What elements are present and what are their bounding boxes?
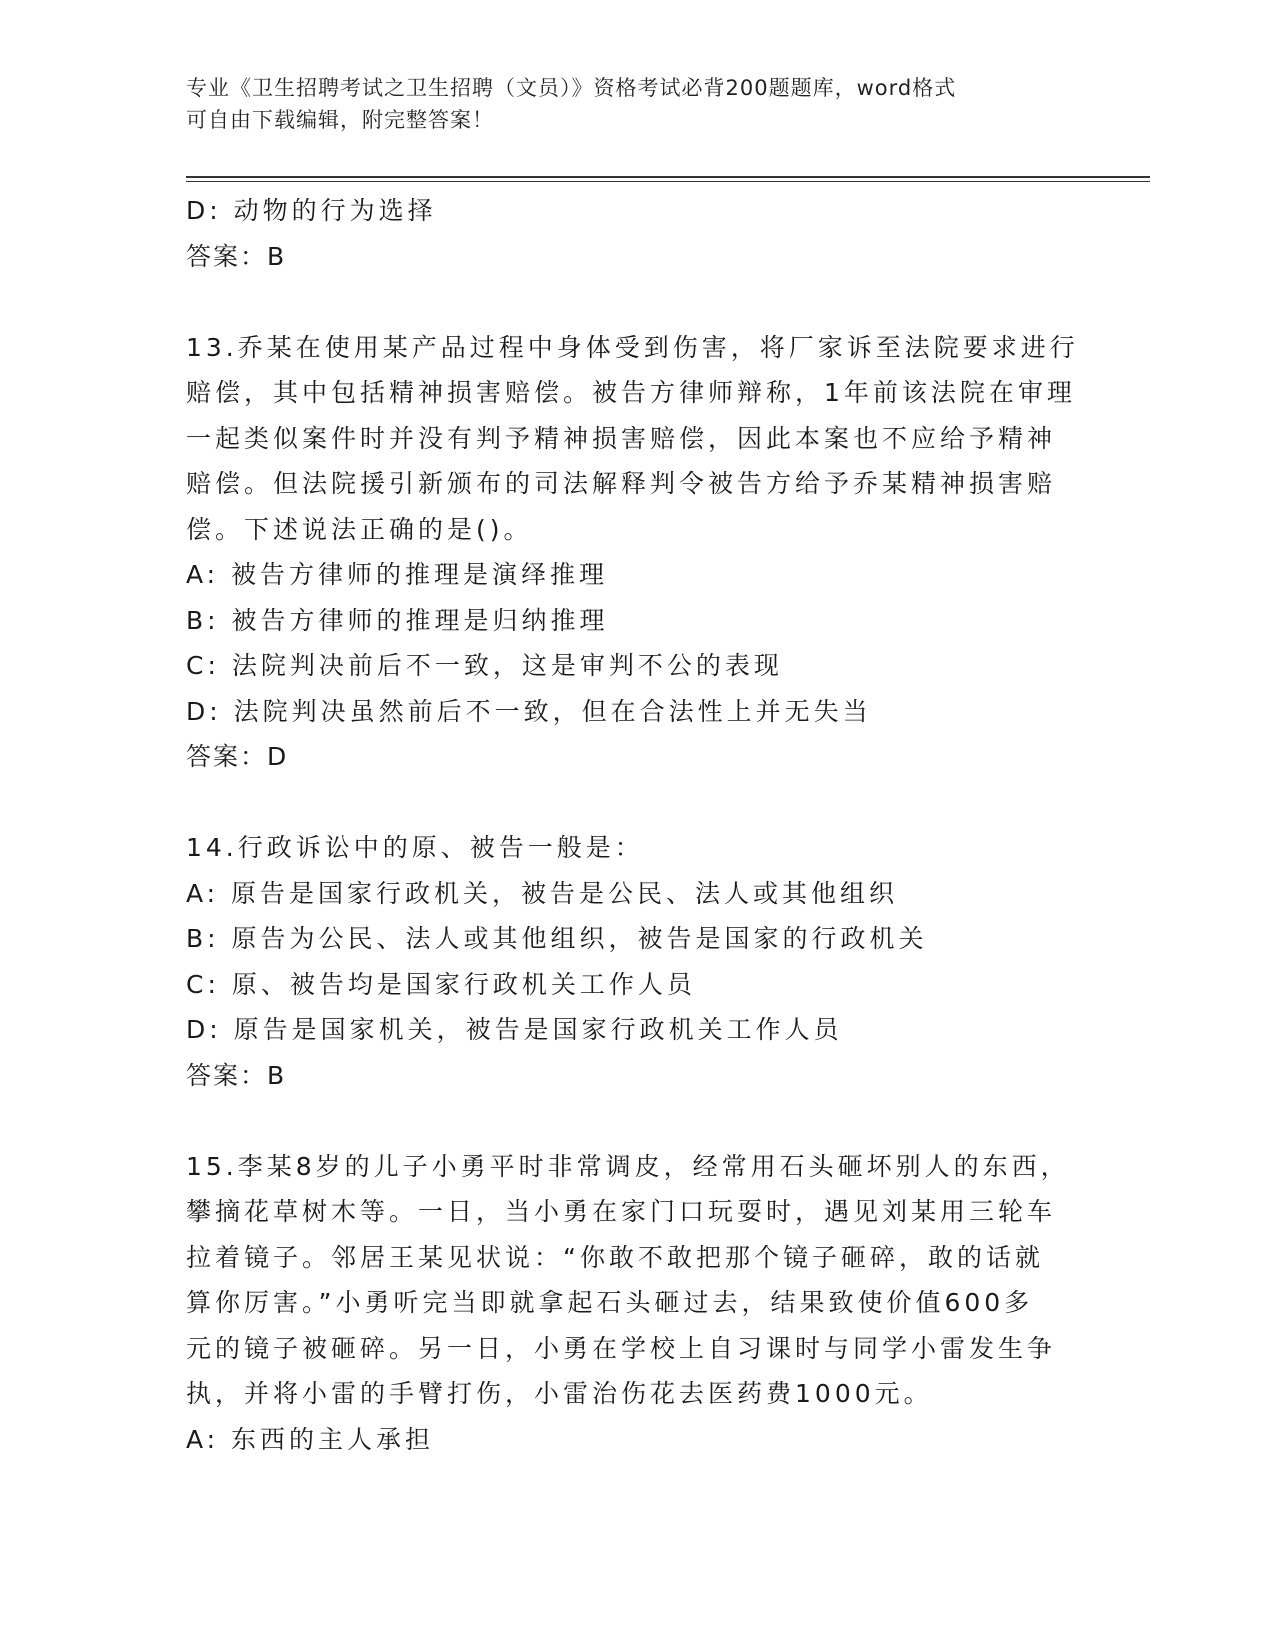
q13-stem-line: 13.乔某在使用某产品过程中身体受到伤害，将厂家诉至法院要求进行 xyxy=(186,332,1079,362)
q14-stem-line: 14.行政诉讼中的原、被告一般是： xyxy=(186,833,644,862)
q14-option-b: B: 原告为公民、法人或其他组织，被告是国家的行政机关 xyxy=(186,924,928,953)
q13-stem-line: 偿。下述说法正确的是()。 xyxy=(186,514,533,544)
question-14 xyxy=(186,825,1086,1098)
q13-stem-line: 赔偿，其中包括精神损害赔偿。被告方律师辩称，1年前该法院在审理 xyxy=(186,378,1076,407)
prev-option-d: D: 动物的行为选择 xyxy=(186,196,437,225)
q14-option-a: A: 原告是国家行政机关，被告是公民、法人或其他组织 xyxy=(186,878,899,908)
header-divider xyxy=(186,176,1150,182)
q15-option-a: A: 东西的主人承担 xyxy=(186,1424,435,1454)
header-line-2: 可自由下载编辑，附完整答案！ xyxy=(186,108,494,132)
q13-option-d: D: 法院判决虽然前后不一致，但在合法性上并无失当 xyxy=(186,696,872,726)
q13-option-a: A: 被告方律师的推理是演绎推理 xyxy=(186,560,609,589)
q14-option-c: C: 原、被告均是国家行政机关工作人员 xyxy=(186,969,696,999)
q13-option-b: B: 被告方律师的推理是归纳推理 xyxy=(186,605,609,635)
q15-stem-line: 算你厉害。”小勇听完当即就拿起石头砸过去，结果致使价值600多 xyxy=(186,1288,1034,1317)
q14-option-d: D: 原告是国家机关，被告是国家行政机关工作人员 xyxy=(186,1015,843,1044)
q15-stem-line: 元的镜子被砸碎。另一日，小勇在学校上自习课时与同学小雷发生争 xyxy=(186,1333,1057,1363)
q13-option-c: C: 法院判决前后不一致，这是审判不公的表现 xyxy=(186,651,783,680)
question-15 xyxy=(186,1144,1086,1463)
document-body xyxy=(186,188,1086,1462)
question-13 xyxy=(186,325,1086,780)
spacer xyxy=(186,1098,1086,1144)
prev-answer: 答案：B xyxy=(186,241,287,271)
q13-stem-line: 赔偿。但法院援引新颁布的司法解释判令被告方给予乔某精神损害赔 xyxy=(186,469,1057,498)
q15-stem-line: 攀摘花草树木等。一日，当小勇在家门口玩耍时，遇见刘某用三轮车 xyxy=(186,1197,1057,1226)
q13-answer: 答案：D xyxy=(186,742,289,771)
page-header xyxy=(186,72,1086,136)
q15-stem-line: 15.李某8岁的儿子小勇平时非常调皮，经常用石头砸坏别人的东西， xyxy=(186,1151,1070,1181)
q15-stem-line: 拉着镜子。邻居王某见状说：“你敢不敢把那个镜子砸碎，敢的话就 xyxy=(186,1242,1044,1272)
q14-answer: 答案：B xyxy=(186,1060,287,1090)
spacer xyxy=(186,279,1086,325)
q13-stem-line: 一起类似案件时并没有判予精神损害赔偿，因此本案也不应给予精神 xyxy=(186,423,1057,453)
header-line-1: 专业《卫生招聘考试之卫生招聘（文员）》资格考试必背200题题库，word格式 xyxy=(186,76,957,100)
spacer xyxy=(186,780,1086,826)
q15-stem-line: 执，并将小雷的手臂打伤，小雷治伤花去医药费1000元。 xyxy=(186,1379,933,1408)
